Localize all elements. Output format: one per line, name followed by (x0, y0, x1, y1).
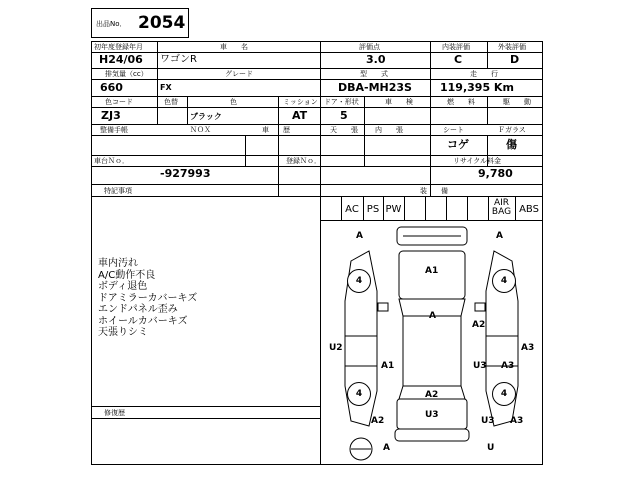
equip-line (467, 196, 468, 220)
damage-mark: U2 (329, 343, 343, 353)
col-line (320, 96, 321, 135)
seat-value: コゲ (447, 138, 469, 151)
damage-mark: A1 (425, 266, 439, 276)
left-mirror-shape (378, 303, 388, 311)
damage-mark: A (356, 231, 363, 241)
lot-number-box (91, 8, 189, 38)
right-mirror-shape (475, 303, 485, 311)
col-line (364, 135, 365, 166)
car-diagram (321, 221, 542, 464)
first-reg-value: H24/06 (99, 53, 143, 66)
col-line (430, 96, 431, 135)
damage-mark: A2 (371, 416, 385, 426)
grade-label: グレード (225, 70, 253, 78)
remark-line: エンドパネル歪み (98, 304, 178, 315)
car-name-value: ワゴンR (160, 54, 197, 65)
equip-abs: ABS (519, 204, 539, 215)
equip-airbag: AIR BAG (491, 198, 512, 217)
damage-mark: A (496, 231, 503, 241)
damage-mark: A3 (510, 416, 524, 426)
color-change-label: 色替 (164, 98, 178, 106)
tire-tread-front-right: 4 (492, 269, 516, 293)
color-value: ブラック (190, 112, 222, 121)
equip-ps: PS (366, 204, 380, 215)
remark-line: A/C動作不良 (98, 269, 156, 281)
front-glass-value: 傷 (506, 138, 517, 151)
interior-grade-value: C (454, 53, 463, 66)
damage-mark: A3 (521, 343, 535, 353)
equip-line (446, 196, 447, 220)
col-line (278, 135, 279, 196)
drive-label: 駆 動 (503, 98, 531, 106)
door-label: ドア・形状 (324, 98, 359, 106)
row-line (91, 68, 543, 69)
nox-label: ＮＯＸ (190, 126, 211, 134)
interior-grade-label: 内装評価 (442, 43, 470, 51)
inspection-label: 車 検 (385, 98, 413, 106)
model-code-value: DBA-MH23S (338, 81, 412, 94)
damage-mark: A2 (472, 320, 486, 330)
interior-trim-label: 内 張 (375, 126, 403, 134)
fuel-label: 燃 料 (447, 98, 475, 106)
col-line (157, 96, 158, 124)
registration-no-label: 登録Ｎｏ． (286, 157, 321, 165)
door-value: 5 (340, 109, 348, 122)
displacement-label: 排気量（cc） (105, 70, 148, 78)
tire-tread-front-left: 4 (347, 269, 371, 293)
car-name-label: 車 名 (220, 43, 248, 51)
damage-mark: U (487, 443, 495, 453)
damage-mark: U3 (425, 410, 439, 420)
row-line (91, 124, 543, 125)
col-line (430, 41, 431, 96)
damage-mark: A1 (381, 361, 395, 371)
repair-history-label: 修復歴 (104, 409, 125, 417)
color-label: 色 (230, 98, 237, 106)
lot-number: 2054 (138, 13, 186, 33)
lot-label: 出品No． (96, 20, 127, 28)
col-line (487, 96, 488, 124)
row-line (91, 166, 543, 167)
displacement-value: 660 (100, 81, 123, 94)
col-line (320, 41, 321, 96)
damage-mark: A (429, 311, 436, 321)
chassis-no-value: -927993 (160, 167, 211, 180)
damage-mark: A (383, 443, 390, 453)
headliner-label: 天 張 (330, 126, 358, 134)
col-line (157, 41, 158, 68)
row-line (91, 79, 543, 80)
tire-tread-rear-right: 4 (492, 382, 516, 406)
col-line (364, 96, 365, 135)
row-line (91, 155, 543, 156)
equipment-label: 装 備 (420, 187, 448, 195)
front-glass-label: Ｆガラス (498, 126, 526, 134)
row-line (91, 135, 543, 136)
rear-bumper-shape (395, 429, 469, 441)
row-line (91, 418, 320, 419)
score-value: 3.0 (366, 53, 386, 66)
row-line (91, 196, 543, 197)
first-reg-label: 初年度登録年月 (94, 43, 143, 51)
mileage-value: 119,395 Km (440, 81, 514, 94)
damage-mark: U3 (473, 361, 487, 371)
transmission-label: ミッション (283, 98, 318, 106)
equip-ac: AC (345, 204, 359, 215)
equip-line (404, 196, 405, 220)
row-line (91, 184, 543, 185)
remark-line: ホイールカバーキズ (98, 315, 188, 327)
score-label: 評価点 (359, 43, 380, 51)
exterior-grade-value: D (510, 53, 520, 66)
mileage-label: 走 行 (470, 70, 498, 78)
service-book-label: 整備手帳 (100, 126, 128, 134)
remarks-label: 特記事項 (104, 187, 132, 195)
color-code-value: ZJ3 (101, 109, 121, 122)
recycle-fee-label: リサイクル料金 (453, 157, 502, 165)
recycle-fee-value: 9,780 (478, 167, 513, 180)
remark-line: 天張りシミ (98, 327, 148, 338)
row-line (91, 107, 543, 108)
equip-line (425, 196, 426, 220)
history-label: 車 歴 (262, 126, 290, 134)
row-line (91, 52, 543, 53)
exterior-grade-label: 外装評価 (498, 43, 526, 51)
remark-line: ドアミラーカバーキズ (98, 292, 198, 304)
tire-tread-rear-left: 4 (347, 382, 371, 406)
damage-mark: U3 (481, 416, 495, 426)
damage-mark: A2 (425, 390, 439, 400)
color-code-label: 色コード (105, 98, 133, 106)
damage-mark: A3 (501, 361, 515, 371)
model-code-label: 型 式 (360, 70, 388, 78)
equip-pw: PW (385, 204, 402, 215)
col-line (157, 68, 158, 96)
remark-line: ボディ退色 (98, 281, 148, 292)
row-line (91, 406, 320, 407)
seat-label: シート (443, 126, 464, 134)
grade-value: FX (160, 83, 172, 92)
transmission-value: AT (292, 109, 308, 122)
row-line (91, 96, 543, 97)
col-line (187, 96, 188, 124)
roof-shape (403, 316, 461, 386)
col-line (245, 135, 246, 166)
col-line (487, 41, 488, 68)
chassis-no-label: 車台Ｎｏ． (94, 157, 129, 165)
remark-line: 車内汚れ (98, 258, 138, 269)
